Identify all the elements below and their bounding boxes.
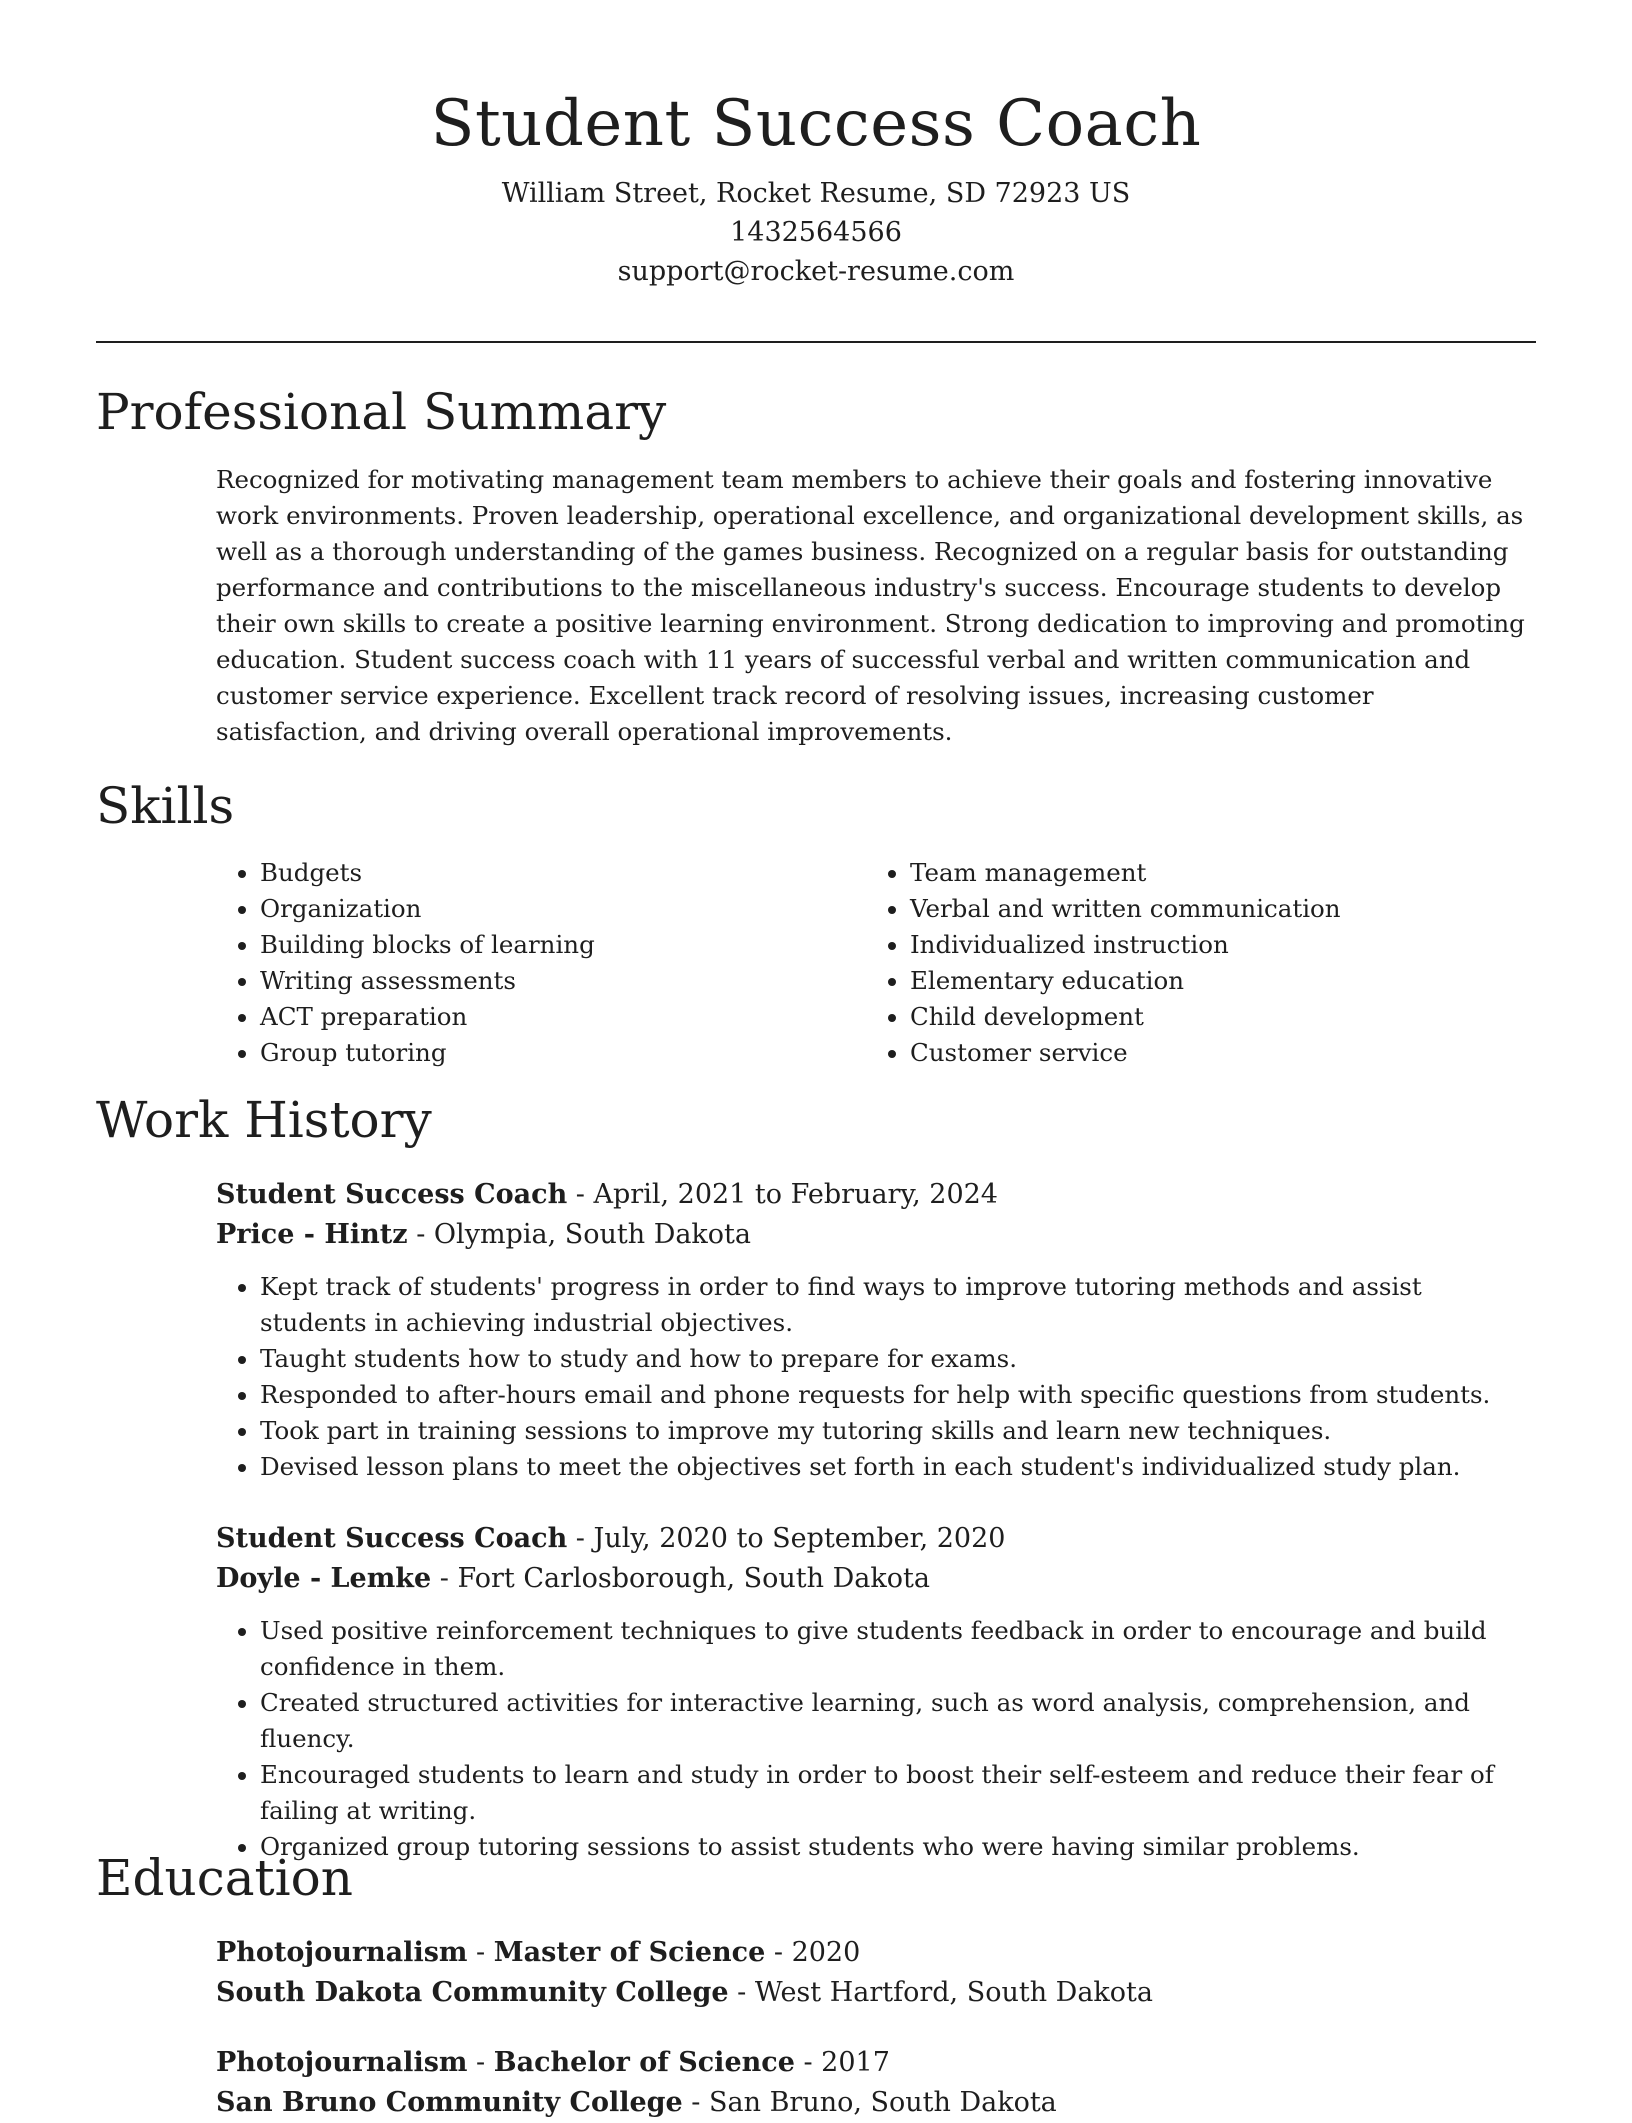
- skills-heading: Skills: [96, 777, 235, 835]
- job-title-line: Student Success Coach - July, 2020 to September, 2020: [216, 1523, 1006, 1554]
- skills-column-right: [866, 855, 1341, 1071]
- skill-item: • Building blocks of learning: [260, 927, 595, 963]
- job-position: Student Success Coach: [216, 1523, 568, 1554]
- skill-item: • Organization: [260, 891, 595, 927]
- job-bullet: • Encouraged students to learn and study in order to boost their self-esteem and reduce their fear of failing at writing.: [260, 1757, 1526, 1829]
- education-degree-line: Photojournalism - Master of Science - 2020: [216, 1937, 861, 1968]
- education-field: Photojournalism: [216, 1937, 468, 1968]
- skill-item: • Elementary education: [910, 963, 1341, 999]
- header-divider: [96, 341, 1536, 343]
- contact-phone: 1432564566: [730, 217, 902, 248]
- job-location: Fort Carlosborough, South Dakota: [457, 1563, 930, 1594]
- education-school-line: South Dakota Community College - West Hartford, South Dakota: [216, 1977, 1153, 2008]
- resume-header: [96, 80, 1536, 291]
- job-bullet: • Taught students how to study and how to prepare for exams.: [260, 1341, 1526, 1377]
- skill-item: • Customer service: [910, 1035, 1341, 1071]
- contact-address: William Street, Rocket Resume, SD 72923 US: [501, 178, 1131, 209]
- contact-email: support@rocket-resume.com: [617, 256, 1015, 287]
- job-company: Doyle - Lemke: [216, 1563, 432, 1594]
- skill-item: • ACT preparation: [260, 999, 595, 1035]
- education-school: South Dakota Community College: [216, 1977, 729, 2008]
- skill-item: • Individualized instruction: [910, 927, 1341, 963]
- skill-item: • Team management: [910, 855, 1341, 891]
- job-dates: July, 2020 to September, 2020: [593, 1523, 1006, 1554]
- skill-item: • Writing assessments: [260, 963, 595, 999]
- skills-column-left: [216, 855, 595, 1071]
- skill-item: • Verbal and written communication: [910, 891, 1341, 927]
- job-bullet: • Created structured activities for interactive learning, such as word analysis, comprehension, and fluency.: [260, 1685, 1526, 1757]
- education-entry: [216, 1933, 1526, 2013]
- job-bullet: • Devised lesson plans to meet the objectives set forth in each student's individualized study plan.: [260, 1449, 1526, 1485]
- skill-item: • Child development: [910, 999, 1341, 1035]
- job-company-line: Doyle - Lemke - Fort Carlosborough, South Dakota: [216, 1563, 930, 1594]
- education-year: 2017: [821, 2047, 890, 2078]
- job-bullet: • Responded to after-hours email and phone requests for help with specific questions from students.: [260, 1377, 1526, 1413]
- education-location: West Hartford, South Dakota: [754, 1977, 1153, 2008]
- job-bullet: • Kept track of students' progress in order to find ways to improve tutoring methods and assist students in achieving industrial objectives.: [260, 1269, 1526, 1341]
- work-history-heading: Work History: [96, 1091, 432, 1149]
- job-bullet: • Took part in training sessions to improve my tutoring skills and learn new techniques.: [260, 1413, 1526, 1449]
- job-entry: [216, 1519, 1526, 1865]
- skill-item: • Budgets: [260, 855, 595, 891]
- education-degree-line: Photojournalism - Bachelor of Science - 2017: [216, 2047, 890, 2078]
- summary-text: Recognized for motivating management team members to achieve their goals and fostering innovative work environments. Proven leadership, operational excellence, and organizational development skills, as well as a thorough understanding of the games business. Recognized on a regular basis for outstanding performance and contributions to the miscellaneous industry's success. Encourage students to develop their own skills to create a positive learning environment. Strong dedication to improving and promoting education. Student success coach with 11 years of successful verbal and written communication and customer service experience. Excellent track record of resolving issues, increasing customer satisfaction, and driving overall operational improvements.: [216, 465, 1525, 746]
- job-bullets: [216, 1613, 1526, 1865]
- job-bullet: • Used positive reinforcement techniques to give students feedback in order to encourage and build confidence in them.: [260, 1613, 1526, 1685]
- education-school-line: San Bruno Community College - San Bruno, South Dakota: [216, 2087, 1057, 2118]
- education-degree: Master of Science: [493, 1937, 766, 1968]
- education-location: San Bruno, South Dakota: [709, 2087, 1057, 2118]
- job-company-line: Price - Hintz - Olympia, South Dakota: [216, 1219, 752, 1250]
- job-dates: April, 2021 to February, 2024: [593, 1179, 998, 1210]
- education-field: Photojournalism: [216, 2047, 468, 2078]
- job-bullet: • Organized group tutoring sessions to assist students who were having similar problems.: [260, 1829, 1526, 1865]
- education-year: 2020: [791, 1937, 861, 1968]
- job-entry: [216, 1175, 1526, 1485]
- job-company: Price - Hintz: [216, 1219, 408, 1250]
- job-location: Olympia, South Dakota: [433, 1219, 752, 1250]
- job-title-line: Student Success Coach - April, 2021 to February, 2024: [216, 1179, 998, 1210]
- skill-item: • Group tutoring: [260, 1035, 595, 1071]
- education-entry: [216, 2043, 1526, 2123]
- summary-heading: Professional Summary: [96, 383, 667, 441]
- education-school: San Bruno Community College: [216, 2087, 683, 2118]
- education-heading: Education: [96, 1849, 353, 1907]
- job-position: Student Success Coach: [216, 1179, 568, 1210]
- education-degree: Bachelor of Science: [493, 2047, 795, 2078]
- candidate-name: Student Success Coach: [430, 87, 1202, 161]
- job-bullets: [216, 1269, 1526, 1485]
